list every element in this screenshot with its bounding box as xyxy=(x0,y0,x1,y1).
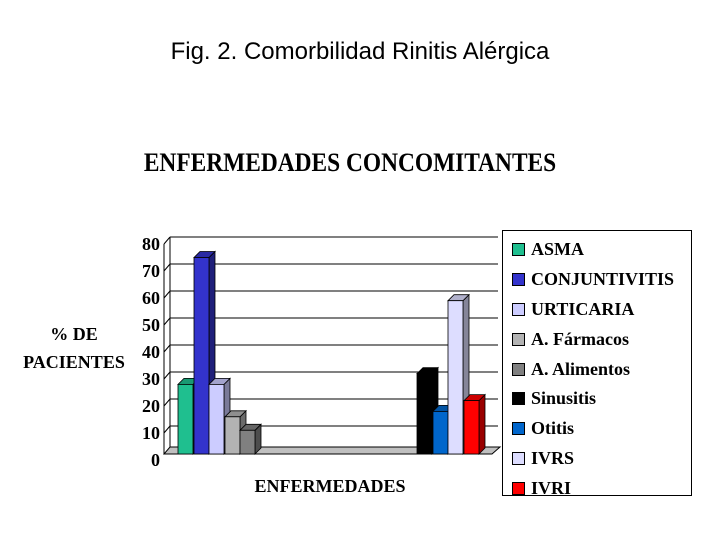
legend-label: ASMA xyxy=(531,239,584,260)
bar-side xyxy=(479,395,485,454)
y-tick-label: 30 xyxy=(142,369,160,389)
bar xyxy=(433,411,448,454)
legend-item xyxy=(503,235,691,265)
chart-legend xyxy=(502,230,692,496)
y-tick-label: 80 xyxy=(142,234,160,254)
legend-item xyxy=(503,354,691,384)
legend-label: CONJUNTIVITIS xyxy=(531,269,675,290)
y-tick-label: 60 xyxy=(142,288,160,308)
bar xyxy=(448,301,463,454)
legend-swatch xyxy=(512,422,525,435)
legend-item xyxy=(503,295,691,325)
gridline-depth xyxy=(164,291,170,298)
bar xyxy=(209,384,224,454)
legend-swatch xyxy=(512,243,525,256)
gridline-depth xyxy=(164,399,170,406)
gridline-depth xyxy=(164,372,170,379)
bar xyxy=(240,430,255,454)
bar xyxy=(417,374,432,454)
bar xyxy=(194,258,209,455)
bar xyxy=(178,384,193,454)
legend-label: A. Alimentos xyxy=(531,358,630,379)
legend-item xyxy=(503,324,691,354)
legend-swatch xyxy=(512,363,525,376)
y-tick-label: 50 xyxy=(142,315,160,335)
y-axis-label-line1: % DE xyxy=(50,324,98,344)
gridline-depth xyxy=(164,318,170,325)
figure-title: Fig. 2. Comorbilidad Rinitis Alérgica xyxy=(170,38,550,65)
bar xyxy=(225,417,240,454)
x-axis-label: ENFERMEDADES xyxy=(254,476,406,496)
legend-label: IVRS xyxy=(531,447,575,468)
legend-swatch xyxy=(512,392,525,405)
legend-label: Otitis xyxy=(531,418,574,439)
legend-item xyxy=(503,265,691,295)
legend-item xyxy=(503,384,691,414)
y-axis-label-line2: PACIENTES xyxy=(23,352,125,372)
legend-label: URTICARIA xyxy=(531,298,635,319)
y-tick-label: 40 xyxy=(142,342,160,362)
y-tick-label: 0 xyxy=(151,450,160,470)
legend-swatch xyxy=(512,452,525,465)
legend-label: A. Fármacos xyxy=(531,328,629,349)
legend-swatch xyxy=(512,333,525,346)
gridline-depth xyxy=(164,426,170,433)
legend-item xyxy=(503,414,691,444)
y-tick-label: 20 xyxy=(142,396,160,416)
legend-swatch xyxy=(512,303,525,316)
chart-title: ENFERMEDADES CONCOMITANTES xyxy=(143,148,557,177)
legend-swatch xyxy=(512,482,525,495)
y-tick-label: 10 xyxy=(142,423,160,443)
gridline-depth xyxy=(164,264,170,271)
bar xyxy=(464,401,479,454)
y-tick-label: 70 xyxy=(142,261,160,281)
gridline-depth xyxy=(164,345,170,352)
legend-label: Sinusitis xyxy=(531,388,597,409)
legend-item xyxy=(503,444,691,474)
legend-label: IVRI xyxy=(531,477,572,498)
legend-item xyxy=(503,473,691,503)
legend-swatch xyxy=(512,273,525,286)
gridline-depth xyxy=(164,237,170,244)
